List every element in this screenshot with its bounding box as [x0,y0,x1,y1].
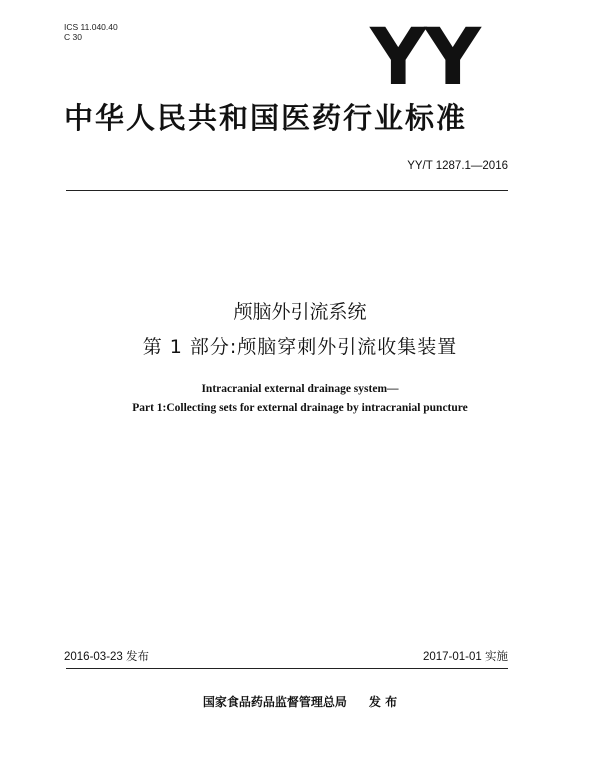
ics-code: ICS 11.040.40 [64,22,118,32]
issuer-name: 国家食品药品监督管理总局 [202,695,347,709]
standard-category-title: 中华人民共和国医药行业标准 [64,101,468,135]
standard-number: YY/T 1287.1—2016 [407,160,508,172]
english-title-line1: Intracranial external drainage system— [201,383,399,395]
english-title-line2: Part 1:Collecting sets for external drainage by intracranial puncture [132,402,468,414]
ccs-code: C 30 [64,32,82,42]
implementation-date: 2017-01-01 实施 [422,651,508,663]
footer-divider [66,668,508,669]
yy-logo: YY [370,13,479,103]
issuing-authority [0,694,600,710]
chinese-title-line2: 第 1 部分:颅脑穿刺外引流收集装置 [142,336,458,358]
header-divider [66,190,508,191]
ics-classification [64,22,118,42]
chinese-title-line1: 颅脑外引流系统 [233,301,367,323]
issue-date: 2016-03-23 发布 [64,651,150,663]
issue-word: 发 布 [368,695,398,709]
